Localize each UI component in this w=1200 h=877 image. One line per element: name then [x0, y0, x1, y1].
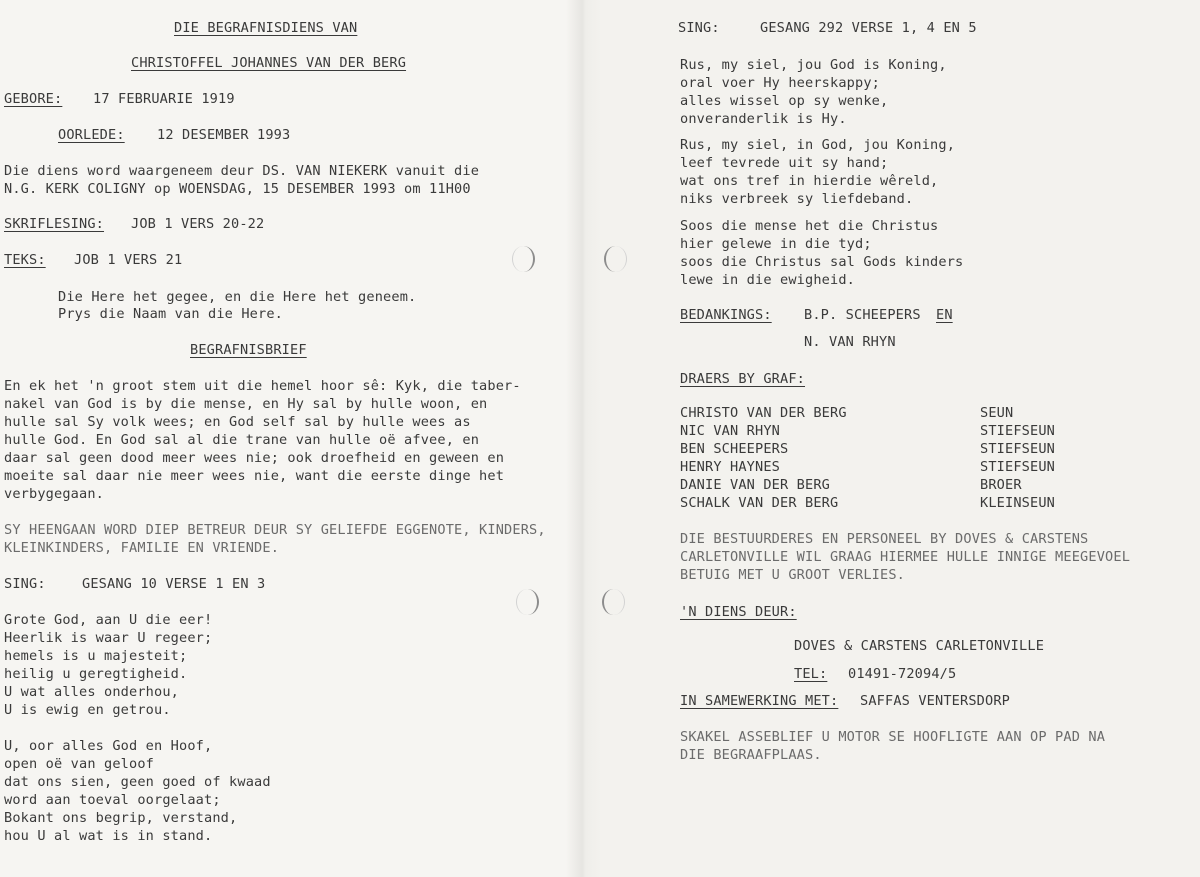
reading-label: SKRIFLESING: [4, 216, 105, 232]
stanza1-line-3: alles wissel op sy wenke, [680, 93, 889, 109]
stanza2-line-2: leef tevrede uit sy hand; [680, 155, 889, 171]
died-label: OORLEDE: [58, 127, 125, 143]
mourn-line-2: KLEINKINDERS, FAMILIE EN VRIENDE. [4, 540, 280, 556]
notice-line-1: SKAKEL ASSEBLIEF U MOTOR SE HOOFLIGTE AAN OP PAD NA [680, 729, 1106, 745]
verse1-line-6: U is ewig en getrou. [4, 702, 171, 718]
text-ref: JOB 1 VERS 21 [74, 252, 183, 268]
letter-line-1: En ek het 'n groot stem uit die hemel hoor sê: Kyk, die taber- [4, 378, 521, 394]
tel-label: TEL: [794, 666, 828, 682]
notice-line-2: DIE BEGRAAFPLAAS. [680, 747, 822, 763]
verse2-line-3: dat ons sien, geen goed of kwaad [4, 774, 271, 790]
punch-hole-upper-left [512, 246, 535, 272]
stanza3-line-4: lewe in die ewigheid. [680, 272, 856, 288]
verse1-line-1: Grote God, aan U die eer! [4, 612, 213, 628]
thanks-and: EN [936, 307, 953, 323]
service-line-2: N.G. KERK COLIGNY op WOENSDAG, 15 DESEMBER 1993 om 11H00 [4, 181, 471, 197]
sing-label-right: SING: [678, 20, 720, 36]
coop-name: SAFFAS VENTERSDORP [860, 693, 1011, 709]
verse2-line-2: open oë van geloof [4, 756, 155, 772]
thanks-name-2: N. VAN RHYN [804, 334, 896, 350]
stanza1-line-4: onveranderlik is Hy. [680, 111, 847, 127]
letter-line-5: daar sal geen dood meer wees nie; ook droefheid en geween en [4, 450, 505, 466]
bearer-name-1: CHRISTO VAN DER BERG [680, 405, 847, 421]
mourn-line-1: SY HEENGAAN WORD DIEP BETREUR DEUR SY GELIEFDE EGGENOTE, KINDERS, [4, 522, 546, 538]
stanza3-line-3: soos die Christus sal Gods kinders [680, 254, 964, 270]
text-quote-2: Prys die Naam van die Here. [58, 306, 284, 322]
letter-line-2: nakel van God is by die mense, en Hy sal by hulle woon, en [4, 396, 488, 412]
stanza2-line-3: wat ons tref in hierdie wêreld, [680, 173, 939, 189]
right-page [600, 0, 1200, 877]
bearer-relation-5: BROER [980, 477, 1022, 493]
thanks-name-1: B.P. SCHEEPERS [804, 307, 921, 323]
verse2-line-6: hou U al wat is in stand. [4, 828, 213, 844]
stanza2-line-4: niks verbreek sy liefdeband. [680, 191, 914, 207]
verse1-line-2: Heerlik is waar U regeer; [4, 630, 213, 646]
service-line-1: Die diens word waargeneem deur DS. VAN NIEKERK vanuit die [4, 163, 480, 179]
bearer-relation-6: KLEINSEUN [980, 495, 1056, 511]
bearer-name-2: NIC VAN RHYN [680, 423, 781, 439]
verse2-line-4: word aan toeval oorgelaat; [4, 792, 221, 808]
sympathy-line-1: DIE BESTUURDERES EN PERSONEEL BY DOVES & CARSTENS [680, 531, 1089, 547]
punch-hole-lower-left [516, 589, 539, 615]
stanza1-line-1: Rus, my siel, jou God is Koning, [680, 57, 947, 73]
bearer-relation-3: STIEFSEUN [980, 441, 1056, 457]
text-quote-1: Die Here het gegee, en die Here het geneem. [58, 289, 417, 305]
born-label: GEBORE: [4, 91, 63, 107]
sympathy-line-2: CARLETONVILLE WIL GRAAG HIERMEE HULLE INNIGE MEEGEVOEL [680, 549, 1131, 565]
punch-hole-lower-right [602, 589, 625, 615]
title-service: DIE BEGRAFNISDIENS VAN [174, 20, 358, 36]
verse1-line-5: U wat alles onderhou, [4, 684, 180, 700]
bearer-name-4: HENRY HAYNES [680, 459, 781, 475]
died-date: 12 DESEMBER 1993 [157, 127, 291, 143]
letter-line-6: moeite sal daar nie meer wees nie, want die eerste dinge het [4, 468, 505, 484]
stanza1-line-2: oral voer Hy heerskappy; [680, 75, 881, 91]
service-by-label: 'N DIENS DEUR: [680, 604, 797, 620]
title-deceased: CHRISTOFFEL JOHANNES VAN DER BERG [131, 55, 407, 71]
coop-label: IN SAMEWERKING MET: [680, 693, 839, 709]
bearer-relation-4: STIEFSEUN [980, 459, 1056, 475]
page-fold [566, 0, 602, 877]
verse1-line-3: hemels is u majesteit; [4, 648, 188, 664]
thanks-label: BEDANKINGS: [680, 307, 772, 323]
stanza2-line-1: Rus, my siel, in God, jou Koning, [680, 137, 956, 153]
bearers-label: DRAERS BY GRAF: [680, 371, 806, 387]
stanza3-line-2: hier gelewe in die tyd; [680, 236, 872, 252]
reading-ref: JOB 1 VERS 20-22 [131, 216, 265, 232]
letter-line-3: hulle sal Sy volk wees; en God self sal by hulle wees as [4, 414, 471, 430]
text-label: TEKS: [4, 252, 46, 268]
undertaker-name: DOVES & CARSTENS CARLETONVILLE [794, 638, 1045, 654]
stanza3-line-1: Soos die mense het die Christus [680, 218, 939, 234]
letter-line-7: verbygegaan. [4, 486, 105, 502]
sing-ref-right: GESANG 292 VERSE 1, 4 EN 5 [760, 20, 977, 36]
bearer-relation-1: SEUN [980, 405, 1014, 421]
bearer-name-6: SCHALK VAN DER BERG [680, 495, 839, 511]
bearer-name-5: DANIE VAN DER BERG [680, 477, 831, 493]
verse2-line-1: U, oor alles God en Hoof, [4, 738, 213, 754]
born-date: 17 FEBRUARIE 1919 [93, 91, 235, 107]
sing-ref: GESANG 10 VERSE 1 EN 3 [82, 576, 266, 592]
sing-label: SING: [4, 576, 46, 592]
tel-number: 01491-72094/5 [848, 666, 957, 682]
bearer-name-3: BEN SCHEEPERS [680, 441, 789, 457]
sympathy-line-3: BETUIG MET U GROOT VERLIES. [680, 567, 906, 583]
letter-title: BEGRAFNISBRIEF [190, 342, 307, 358]
punch-hole-upper-right [604, 246, 627, 272]
verse2-line-5: Bokant ons begrip, verstand, [4, 810, 238, 826]
bearer-relation-2: STIEFSEUN [980, 423, 1056, 439]
letter-line-4: hulle God. En God sal al die trane van hulle oë afvee, en [4, 432, 480, 448]
verse1-line-4: heilig u geregtigheid. [4, 666, 188, 682]
